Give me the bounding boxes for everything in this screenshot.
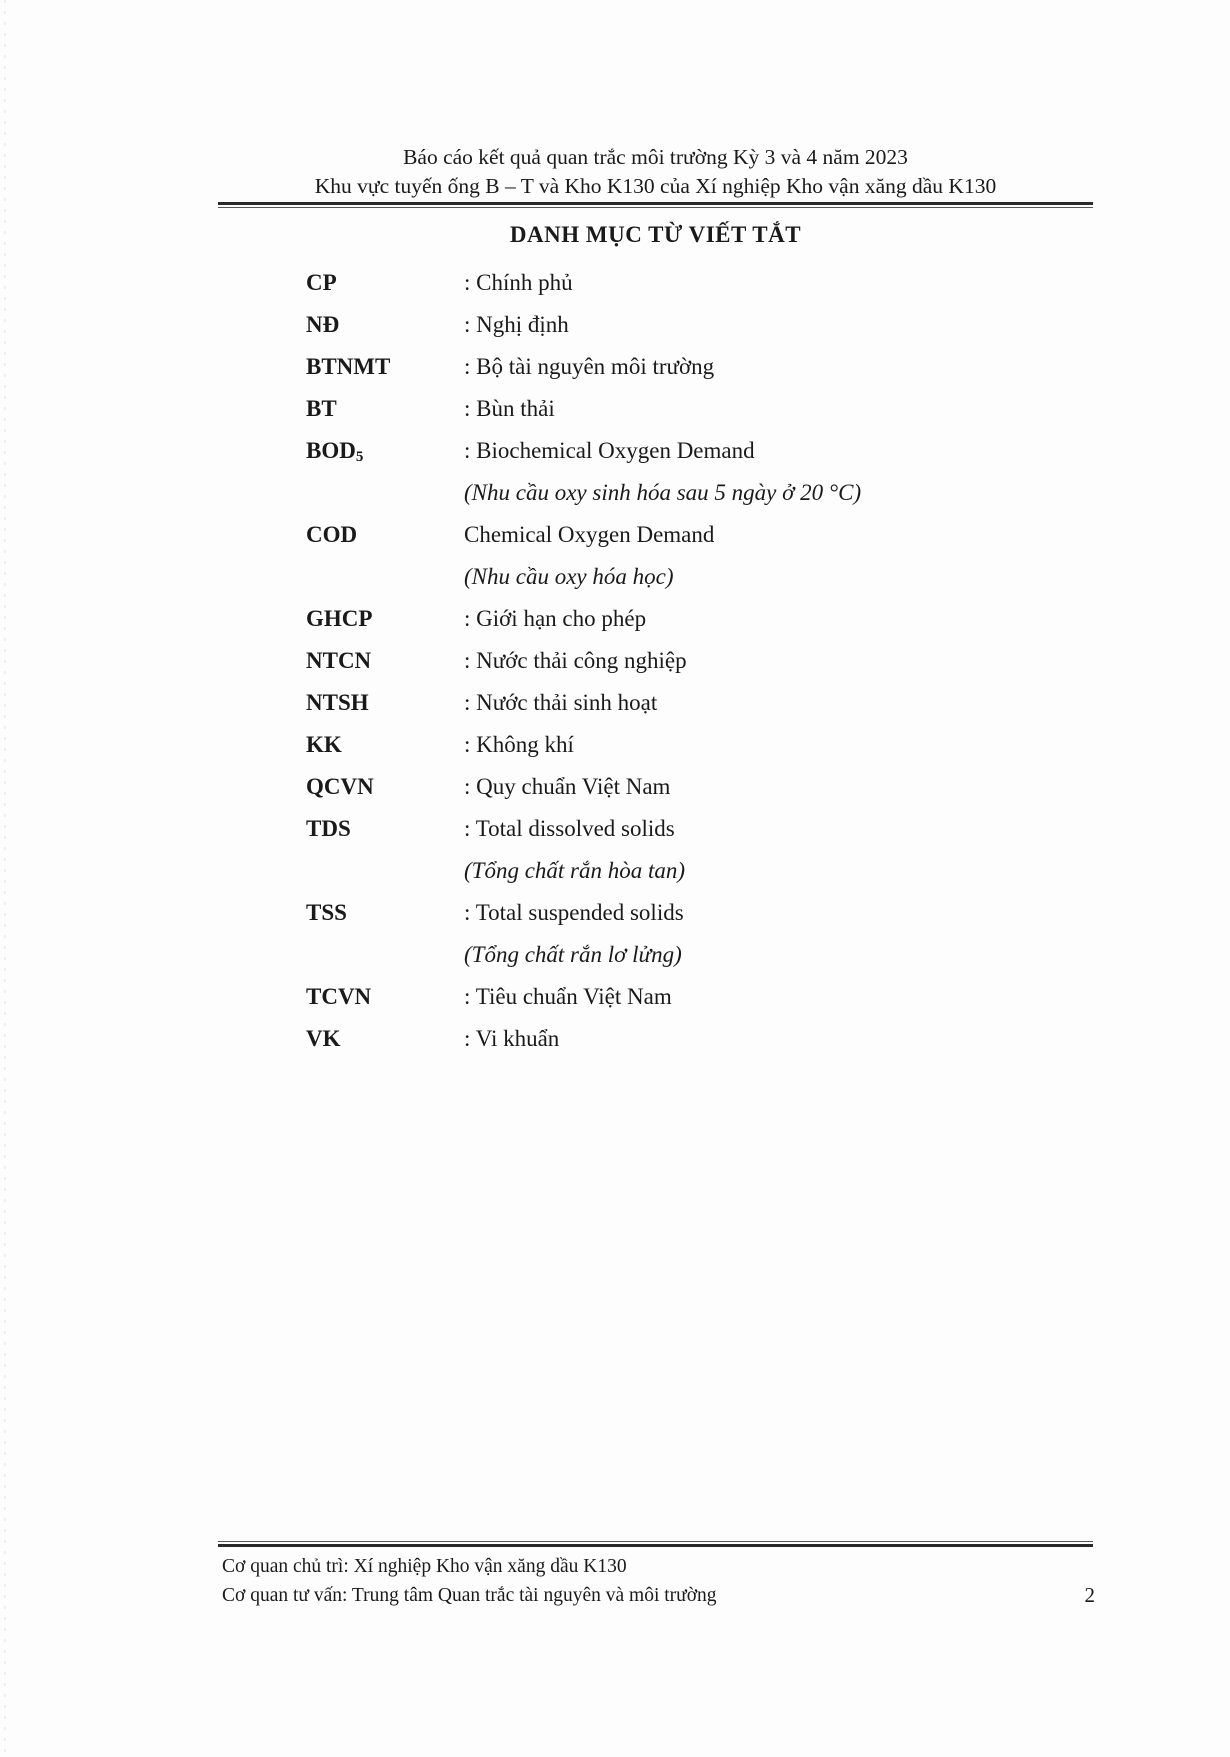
abbreviation-definition-text: : Quy chuẩn Việt Nam (464, 774, 671, 799)
abbreviation-definition-text: Chemical Oxygen Demand (464, 522, 715, 547)
abbreviation-term-text: BTNMT (306, 354, 391, 379)
abbreviation-row (306, 388, 1106, 430)
abbreviation-term-text: TDS (306, 816, 351, 841)
abbreviation-definition-text: : Chính phủ (464, 270, 573, 295)
abbreviation-row (306, 346, 1106, 388)
abbreviation-term-text: TSS (306, 900, 347, 925)
abbreviation-definition-text: : Không khí (464, 732, 574, 757)
abbreviation-definition (464, 808, 1106, 892)
abbreviation-definition-text: : Total dissolved solids (464, 816, 675, 841)
abbreviation-definition-note: (Nhu cầu oxy hóa học) (464, 564, 674, 589)
abbreviation-definition (464, 304, 1106, 346)
abbreviation-term-text: TCVN (306, 984, 372, 1009)
abbreviation-term-text: COD (306, 522, 358, 547)
abbreviation-term-text: BOD (306, 438, 356, 463)
header-area-subtitle: Khu vực tuyến ống B – T và Kho K130 của Xí nghiệp Kho vận xăng dầu K130 (314, 174, 997, 198)
abbreviation-row (306, 682, 1106, 724)
abbreviation-definition (464, 892, 1106, 976)
abbreviation-definition (464, 976, 1106, 1018)
abbreviation-row (306, 304, 1106, 346)
abbreviation-definition (464, 514, 1106, 598)
abbreviation-definition (464, 346, 1106, 388)
footer-lead-agency: Cơ quan chủ trì: Xí nghiệp Kho vận xăng dầu K130 (222, 1556, 627, 1577)
abbreviation-term (306, 262, 464, 304)
abbreviation-row (306, 598, 1106, 640)
abbreviation-row (306, 1018, 1106, 1060)
abbreviation-definition-text: : Nước thải sinh hoạt (464, 690, 658, 715)
abbreviation-term (306, 640, 464, 682)
scan-edge-artifact (4, 0, 6, 1757)
abbreviation-definition (464, 388, 1106, 430)
abbreviation-row (306, 724, 1106, 766)
abbreviation-definition-text: : Bùn thải (464, 396, 555, 421)
abbreviation-row (306, 430, 1106, 514)
abbreviation-term (306, 892, 464, 934)
footer-rule-thin (218, 1541, 1093, 1542)
abbreviation-term-text: NĐ (306, 312, 340, 337)
abbreviation-definition (464, 262, 1106, 304)
page-footer (222, 1552, 1092, 1610)
abbreviation-term (306, 682, 464, 724)
section-title: DANH MỤC TỪ VIẾT TẮT (509, 222, 802, 247)
abbreviation-term-text: VK (306, 1026, 341, 1051)
footer-consulting-agency: Cơ quan tư vấn: Trung tâm Quan trắc tài nguyên và môi trường (222, 1585, 717, 1606)
abbreviation-definition-note: (Tổng chất rắn lơ lửng) (464, 942, 682, 967)
abbreviation-definition (464, 598, 1106, 640)
page-number: 2 (1084, 1583, 1095, 1607)
page-header (218, 143, 1093, 201)
abbreviation-definition-note: (Nhu cầu oxy sinh hóa sau 5 ngày ở 20 °C) (464, 480, 862, 505)
abbreviation-row (306, 262, 1106, 304)
abbreviation-term (306, 766, 464, 808)
abbreviation-list (306, 262, 1106, 1060)
abbreviation-definition-text: : Bộ tài nguyên môi trường (464, 354, 715, 379)
abbreviation-term (306, 304, 464, 346)
abbreviation-term (306, 388, 464, 430)
abbreviation-term (306, 808, 464, 850)
footer-rule-thick (218, 1544, 1093, 1547)
abbreviation-term-text: QCVN (306, 774, 374, 799)
abbreviation-term (306, 724, 464, 766)
abbreviation-row (306, 976, 1106, 1018)
abbreviation-definition-text: : Nước thải công nghiệp (464, 648, 687, 673)
abbreviation-term-text: NTCN (306, 648, 372, 673)
abbreviation-term-text: GHCP (306, 606, 373, 631)
abbreviation-definition (464, 682, 1106, 724)
abbreviation-definition (464, 430, 1106, 514)
abbreviation-term (306, 598, 464, 640)
abbreviation-term (306, 976, 464, 1018)
abbreviation-definition (464, 766, 1106, 808)
abbreviation-term (306, 430, 464, 472)
abbreviation-term-text: BT (306, 396, 337, 421)
header-rule-thin (218, 207, 1093, 208)
abbreviation-term-text: NTSH (306, 690, 369, 715)
abbreviation-term-text: CP (306, 270, 337, 295)
abbreviation-row (306, 808, 1106, 892)
abbreviation-definition-text: : Total suspended solids (464, 900, 684, 925)
abbreviation-definition-text: : Tiêu chuẩn Việt Nam (464, 984, 672, 1009)
abbreviation-row (306, 892, 1106, 976)
abbreviation-definition-note: (Tổng chất rắn hòa tan) (464, 858, 686, 883)
abbreviation-term (306, 1018, 464, 1060)
abbreviation-row (306, 514, 1106, 598)
abbreviation-definition-text: : Vi khuẩn (464, 1026, 560, 1051)
abbreviation-term (306, 346, 464, 388)
abbreviation-definition-text: : Biochemical Oxygen Demand (464, 438, 755, 463)
abbreviation-term-text: KK (306, 732, 342, 757)
abbreviation-term (306, 514, 464, 556)
abbreviation-definition-text: : Nghị định (464, 312, 569, 337)
abbreviation-definition-text: : Giới hạn cho phép (464, 606, 647, 631)
abbreviation-row (306, 766, 1106, 808)
abbreviation-term-subscript: 5 (355, 449, 364, 465)
abbreviation-definition (464, 640, 1106, 682)
header-report-title: Báo cáo kết quả quan trắc môi trường Kỳ 3 và 4 năm 2023 (403, 145, 908, 169)
abbreviation-definition (464, 1018, 1106, 1060)
header-rule-thick (218, 202, 1093, 205)
abbreviation-definition (464, 724, 1106, 766)
abbreviation-row (306, 640, 1106, 682)
